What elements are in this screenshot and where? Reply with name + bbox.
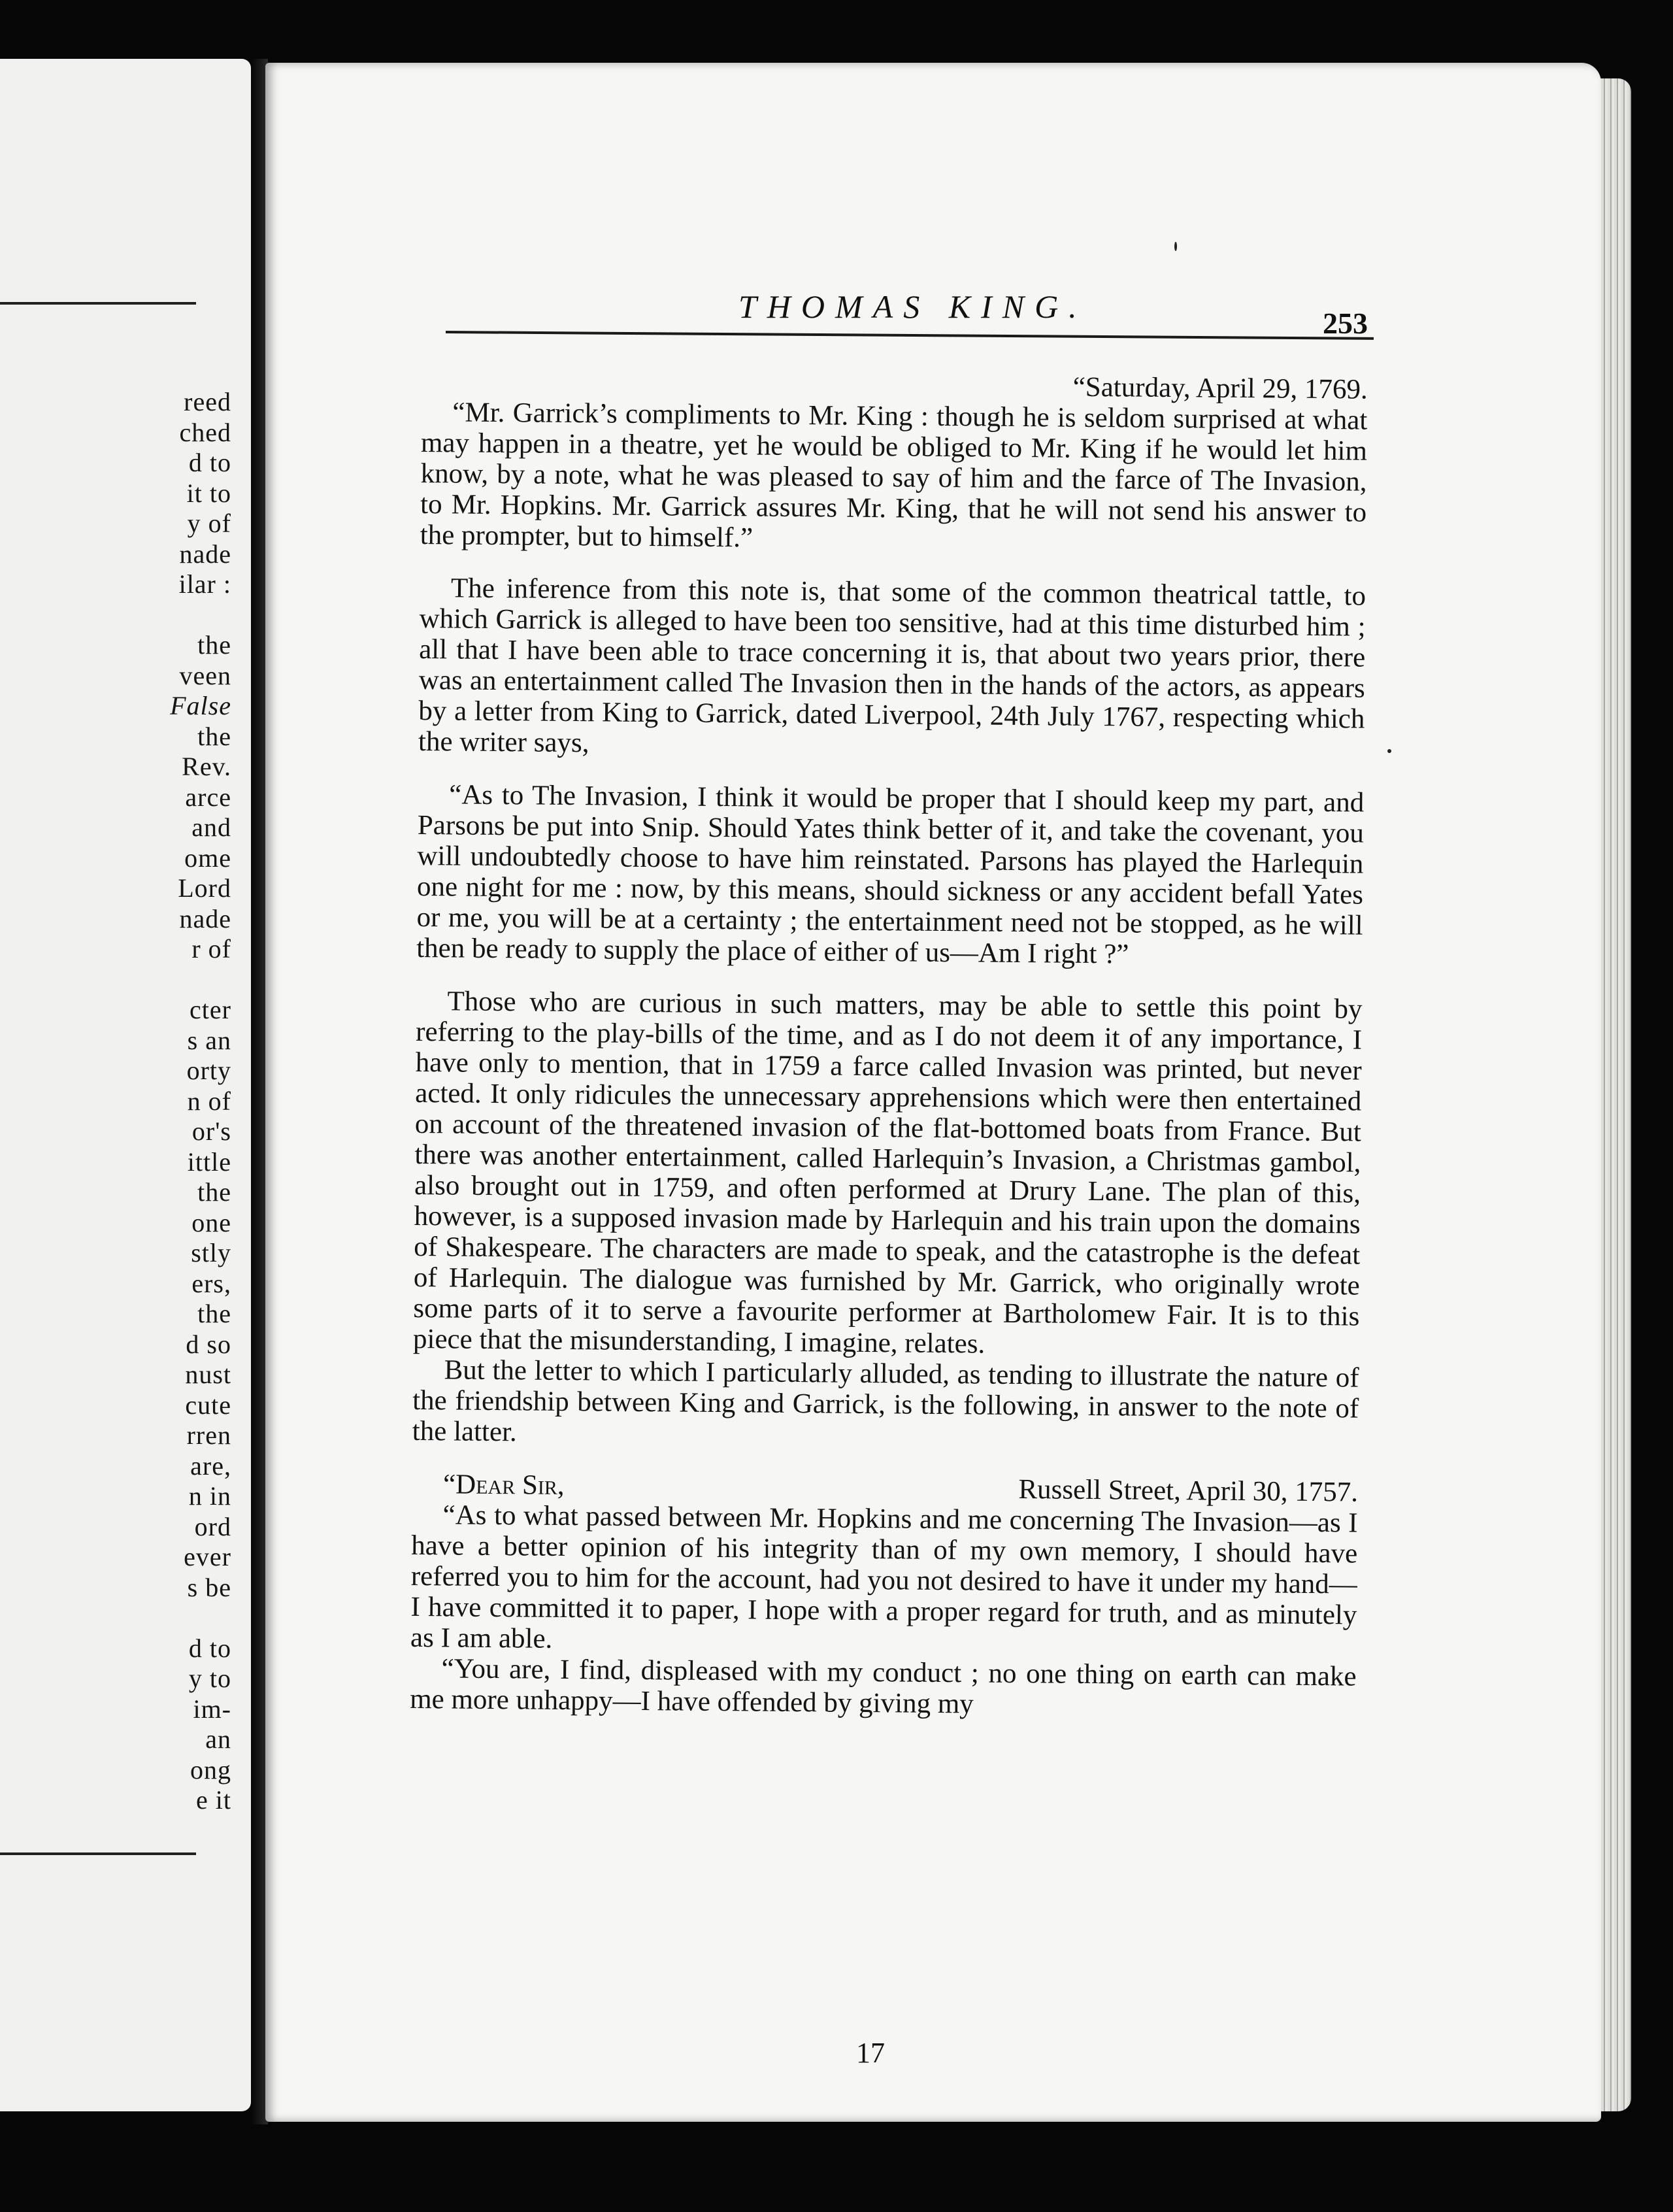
letter-paragraph-1: “As to what passed between Mr. Hopkins and me concerning The Invasion—as I have a better opinion of his integrity than of my own memory, I should have referred you to him for the account, had you not desired to have it under my hand—I have committed it to paper, I hope with a proper regard for truth, and as minutely as I am able. [410,1500,1358,1654]
garrick-note: “Mr. Garrick’s compliments to Mr. King : though he is seldom surprised at what may happen in a theatre, yet he would be obliged to Mr. King if he would let him know, by a note, what he was pleased to say of him and the farce of The Invasion, to Mr. Hopkins. Mr. Garrick assures Mr. King, that he will not send his answer to the prompter, but to himself.” [420,397,1368,554]
left-line-fragment: are, [190,1450,231,1481]
left-line-fragment: or's [191,1116,231,1146]
left-line-fragment: d to [188,448,231,477]
left-line-fragment: an [205,1724,231,1754]
left-line-fragment: nust [185,1360,231,1389]
left-line-fragment: y of [187,509,231,538]
left-page-bottom-rule [0,1852,196,1855]
left-line-fragment [101,600,231,631]
left-line-fragment: ome [184,843,231,873]
left-line-fragment: ever [184,1542,231,1571]
left-line-fragment: cute [185,1390,231,1420]
left-page-top-rule [0,302,196,305]
left-line-fragment: it to [186,478,231,508]
left-line-fragment: d so [186,1329,231,1359]
left-line-fragment: y to [188,1664,231,1693]
left-line-fragment: cter [190,995,231,1024]
left-line-fragment [101,1603,231,1634]
left-line-fragment: r of [191,934,231,964]
letter-salutation: “Dear Sir, [442,1469,565,1501]
letter-paragraph-2: “You are, I find, displeased with my conduct ; no one thing on earth can make me more unhappy—I have offended by giving my [409,1653,1357,1720]
left-page-fragment [0,59,251,2111]
left-line-fragment: rren [186,1420,231,1450]
left-line-fragment: n of [187,1086,231,1116]
left-line-fragment: s an [187,1025,231,1055]
print-speck [1174,242,1177,251]
left-line-fragment: Lord [178,873,231,903]
letter-place-date: Russell Street, April 30, 1757. [1018,1474,1359,1508]
left-line-fragment: the [197,1177,231,1207]
paragraph-letter-intro: But the letter to which I particularly alluded, as tending to illustrate the nature of the friendship between King and Garrick, is the following, in answer to the note of the latter. [412,1354,1359,1448]
left-line-fragment: arce [185,782,231,812]
left-line-fragment: reed [184,387,231,416]
left-line-fragment: the [197,721,231,751]
left-line-fragment: ord [194,1511,231,1541]
left-line-fragment: stly [191,1238,231,1267]
note-date: “Saturday, April 29, 1769. [1072,371,1368,405]
left-line-fragment: d to [188,1633,231,1663]
left-line-fragment: e it [196,1785,231,1815]
left-line-fragment: ched [179,417,231,447]
left-line-fragment: the [197,1299,231,1328]
left-line-fragment [101,965,231,996]
left-line-fragment: orty [186,1056,231,1085]
paragraph-curious: Those who are curious in such matters, may be able to settle this point by referring to the play-bills of the time, and as I do not deem it of any importance, I have only to mention, that in 1759 a farce called Invasion was printed, but never acted. It only ridicules the unnecessary apprehensions which were then entertained on account of the threatened invasion of the flat-bottomed boats from France. But there was another entertainment, called Harlequin’s Invasion, a Christmas gambol, also brought out in 1759, and often performed at Drury Lane. The plan of this, however, is a supposed invasion made by Harlequin and his train upon the domains of Shakespeare. The characters are made to speak, and the catastrophe is the defeat of Harlequin. The dialogue was furnished by Mr. Garrick, who originally wrote some parts of it to serve a favourite performer at Bartholomew Fair. It is to this piece that the misunderstanding, I imagine, relates. [412,986,1363,1360]
left-line-fragment: one [191,1207,231,1237]
left-line-fragment: n in [188,1481,231,1511]
left-line-fragment: and [191,813,231,842]
left-page-text-fragments [101,387,231,1816]
left-line-fragment: veen [179,660,231,690]
left-line-fragment: ilar : [178,569,231,599]
left-line-fragment: im- [193,1694,231,1724]
page-body [410,366,1368,1723]
paragraph-inference: The inference from this note is, that some of the common theatrical tattle, to which Garrick is alleged to have been too sensitive, had at this time disturbed him ; all that I have been able to trace concerning it is, that about two years prior, there was an entertainment called The Invasion then in the hands of the actors, as appears by a letter from King to Garrick, dated Liverpool, 24th July 1767, respecting which the writer says, [418,573,1367,759]
left-line-fragment: nade [179,903,231,933]
left-line-fragment: ong [190,1754,231,1785]
left-line-fragment: ittle [187,1147,231,1177]
left-line-fragment: False [170,691,231,720]
running-title: THOMAS KING. [738,288,1087,325]
left-line-fragment: the [197,630,231,660]
left-line-fragment: nade [179,539,231,569]
signature-mark: 17 [856,2037,885,2069]
left-line-fragment: s be [187,1572,231,1602]
left-line-fragment: ers, [191,1268,231,1298]
page-number: 253 [1323,307,1368,340]
print-speck [1387,749,1391,753]
left-line-fragment: Rev. [182,752,231,781]
quote-king-letter: “As to The Invasion, I think it would be proper that I should keep my part, and Parsons be put into Snip. Should Yates think better of it, and take the covenant, you will undoubtedly choose to have him reinstated. Parsons has played the Harlequin one night for me : now, by this means, should sickness or any accident befall Yates or me, you will be at a certainty ; the entertainment need not be stopped, as he will then be ready to supply the place of either of us—Am I right ?” [416,779,1365,970]
